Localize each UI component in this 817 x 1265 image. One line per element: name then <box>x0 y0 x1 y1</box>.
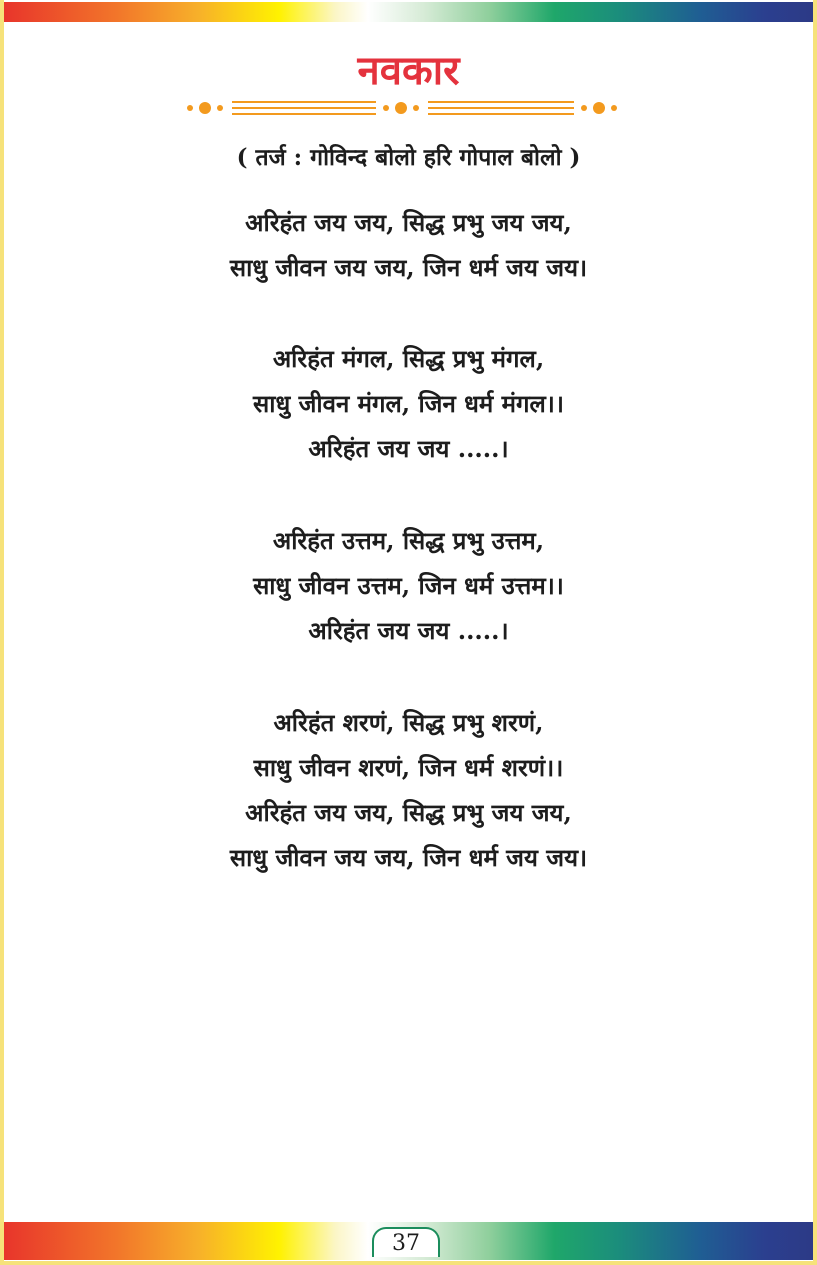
verse-line: साधु जीवन जय जय, जिन धर्म जय जय। <box>229 253 588 282</box>
ornament-dot <box>199 102 211 114</box>
tune-subtitle: ( तर्ज : गोविन्द बोलो हरि गोपाल बोलो ) <box>236 144 581 171</box>
verse-line: अरिहंत शरणं, सिद्ध प्रभु शरणं, <box>273 708 544 737</box>
page-title: नवकार <box>357 48 460 94</box>
ornament-dot <box>383 105 389 111</box>
verse-line: अरिहंत जय जय .....। <box>308 616 509 645</box>
ornament-dot <box>581 105 587 111</box>
ornament-dot <box>611 105 617 111</box>
stanza-2 <box>0 336 817 471</box>
verse-line: अरिहंत उत्तम, सिद्ध प्रभु उत्तम, <box>272 526 545 555</box>
verse-line: अरिहंत जय जय .....। <box>308 434 509 463</box>
verse-line: अरिहंत मंगल, सिद्ध प्रभु मंगल, <box>272 344 545 373</box>
ornament-dot <box>593 102 605 114</box>
title-ornament-divider <box>186 96 630 120</box>
ornament-line <box>232 101 376 103</box>
ornament-dot <box>217 105 223 111</box>
stanza-4 <box>0 700 817 880</box>
verse-line: अरिहंत जय जय, सिद्ध प्रभु जय जय, <box>245 208 572 237</box>
top-rainbow-border <box>4 2 813 22</box>
ornament-line <box>428 101 574 103</box>
ornament-line <box>428 113 574 115</box>
verse-line: अरिहंत जय जय, सिद्ध प्रभु जय जय, <box>245 798 572 827</box>
ornament-dot <box>187 105 193 111</box>
stanza-3 <box>0 518 817 653</box>
ornament-line <box>232 113 376 115</box>
stanza-1 <box>0 200 817 290</box>
verse-line: साधु जीवन शरणं, जिन धर्म शरणं।। <box>253 753 564 782</box>
ornament-dot <box>395 102 407 114</box>
ornament-line <box>428 107 574 109</box>
verse-line: साधु जीवन जय जय, जिन धर्म जय जय। <box>229 843 588 872</box>
ornament-line <box>232 107 376 109</box>
verse-line: साधु जीवन उत्तम, जिन धर्म उत्तम।। <box>253 571 564 600</box>
verse-line: साधु जीवन मंगल, जिन धर्म मंगल।। <box>253 389 564 418</box>
page-number: 37 <box>372 1227 440 1257</box>
ornament-dot <box>413 105 419 111</box>
